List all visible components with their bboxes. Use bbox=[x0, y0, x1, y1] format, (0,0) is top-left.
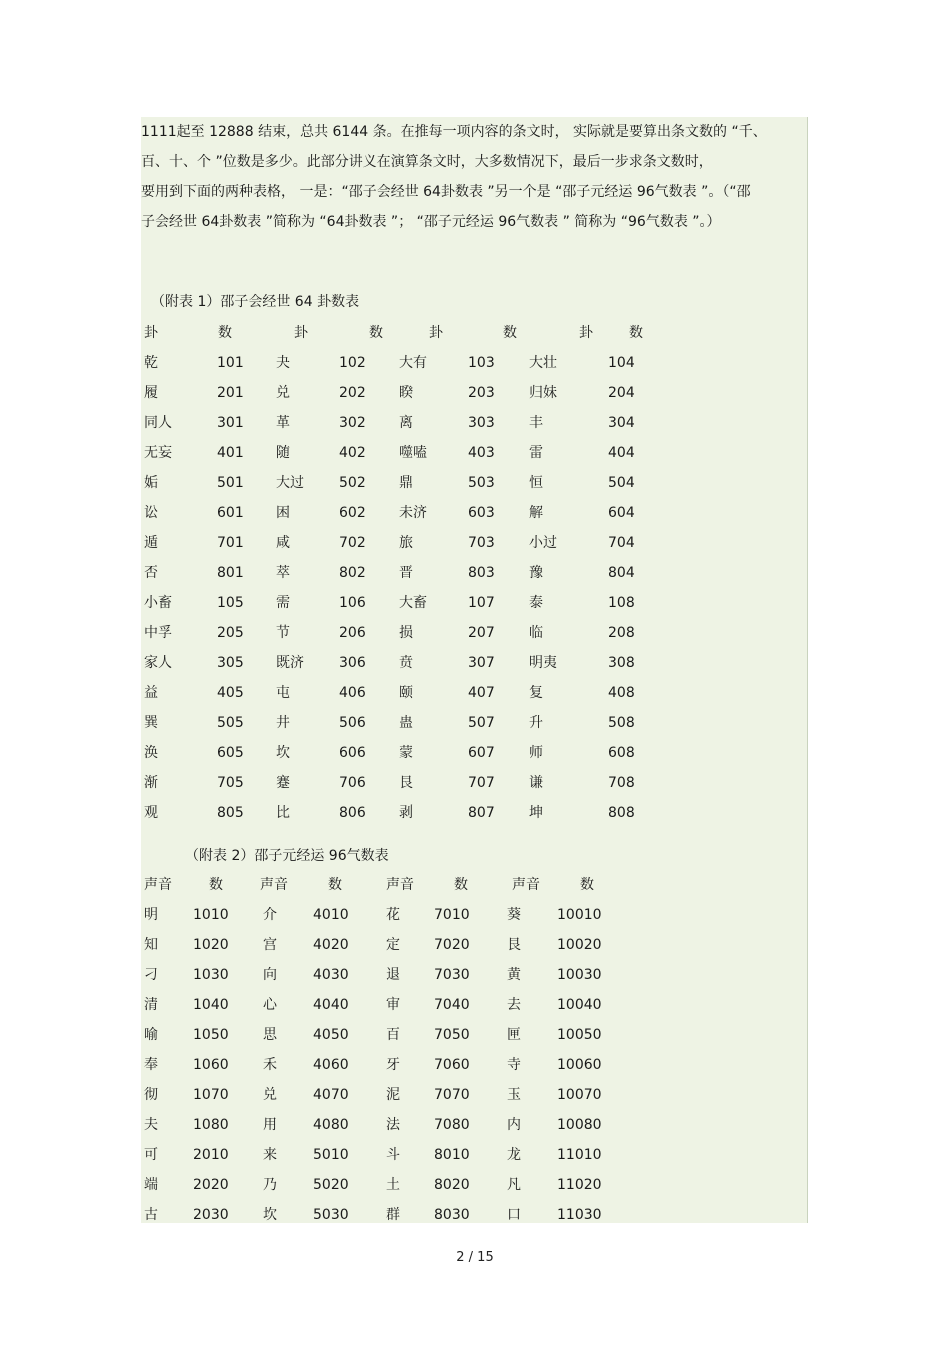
name-cell: 定 bbox=[386, 937, 400, 953]
name-cell: 法 bbox=[386, 1117, 400, 1133]
number-cell: 2010 bbox=[193, 1147, 229, 1163]
number-cell: 801 bbox=[217, 565, 244, 581]
number-cell: 4080 bbox=[313, 1117, 349, 1133]
table-row bbox=[141, 528, 807, 558]
name-cell: 端 bbox=[144, 1177, 158, 1193]
name-cell: 讼 bbox=[144, 505, 158, 521]
table-row bbox=[141, 990, 807, 1020]
name-cell: 退 bbox=[386, 967, 400, 983]
name-cell: 既济 bbox=[276, 655, 304, 671]
number-cell: 8020 bbox=[434, 1177, 470, 1193]
number-cell: 11020 bbox=[557, 1177, 602, 1193]
number-cell: 1020 bbox=[193, 937, 229, 953]
name-cell: 益 bbox=[144, 685, 158, 701]
number-cell: 702 bbox=[339, 535, 366, 551]
table2-caption: （附表 2）邵子元经运 96气数表 bbox=[185, 848, 389, 864]
number-cell: 102 bbox=[339, 355, 366, 371]
intro-line: 子会经世 64卦数表 ”简称为 “64卦数表 ”； “邵子元经运 96气数表 ” 简称为 “96气数表 ”。） bbox=[141, 214, 721, 230]
header-cell: 声音 bbox=[512, 877, 540, 893]
table-row bbox=[141, 468, 807, 498]
name-cell: 小畜 bbox=[144, 595, 172, 611]
name-cell: 否 bbox=[144, 565, 158, 581]
number-cell: 604 bbox=[608, 505, 635, 521]
intro-line: 百、十、个 ”位数是多少。此部分讲义在演算条文时，大多数情况下，最后一步求条文数时， bbox=[141, 154, 713, 170]
name-cell: 百 bbox=[386, 1027, 400, 1043]
name-cell: 花 bbox=[386, 907, 400, 923]
name-cell: 蹇 bbox=[276, 775, 290, 791]
number-cell: 404 bbox=[608, 445, 635, 461]
number-cell: 1010 bbox=[193, 907, 229, 923]
name-cell: 龙 bbox=[507, 1147, 521, 1163]
name-cell: 兑 bbox=[263, 1087, 277, 1103]
table-row bbox=[141, 588, 807, 618]
header-cell: 声音 bbox=[260, 877, 288, 893]
number-cell: 108 bbox=[608, 595, 635, 611]
number-cell: 608 bbox=[608, 745, 635, 761]
number-cell: 10010 bbox=[557, 907, 602, 923]
table1-caption: （附表 1）邵子会经世 64 卦数表 bbox=[151, 294, 360, 310]
name-cell: 明夷 bbox=[529, 655, 557, 671]
number-cell: 106 bbox=[339, 595, 366, 611]
table-row bbox=[141, 1050, 807, 1080]
name-cell: 寺 bbox=[507, 1057, 521, 1073]
number-cell: 10020 bbox=[557, 937, 602, 953]
number-cell: 11030 bbox=[557, 1207, 602, 1223]
number-cell: 10040 bbox=[557, 997, 602, 1013]
document-content bbox=[141, 117, 808, 1223]
name-cell: 喻 bbox=[144, 1027, 158, 1043]
name-cell: 大过 bbox=[276, 475, 304, 491]
number-cell: 402 bbox=[339, 445, 366, 461]
name-cell: 审 bbox=[386, 997, 400, 1013]
name-cell: 可 bbox=[144, 1147, 158, 1163]
number-cell: 7040 bbox=[434, 997, 470, 1013]
number-cell: 807 bbox=[468, 805, 495, 821]
header-cell: 数 bbox=[209, 877, 223, 893]
header-cell: 数 bbox=[328, 877, 342, 893]
table-row bbox=[141, 1080, 807, 1110]
name-cell: 谦 bbox=[529, 775, 543, 791]
number-cell: 204 bbox=[608, 385, 635, 401]
number-cell: 303 bbox=[468, 415, 495, 431]
name-cell: 晋 bbox=[399, 565, 413, 581]
name-cell: 井 bbox=[276, 715, 290, 731]
number-cell: 201 bbox=[217, 385, 244, 401]
number-cell: 505 bbox=[217, 715, 244, 731]
name-cell: 姤 bbox=[144, 475, 158, 491]
number-cell: 7080 bbox=[434, 1117, 470, 1133]
table-row bbox=[141, 1140, 807, 1170]
name-cell: 坎 bbox=[263, 1207, 277, 1223]
name-cell: 乾 bbox=[144, 355, 158, 371]
number-cell: 1070 bbox=[193, 1087, 229, 1103]
name-cell: 观 bbox=[144, 805, 158, 821]
number-cell: 10070 bbox=[557, 1087, 602, 1103]
number-cell: 104 bbox=[608, 355, 635, 371]
table-row bbox=[141, 900, 807, 930]
number-cell: 601 bbox=[217, 505, 244, 521]
number-cell: 508 bbox=[608, 715, 635, 731]
name-cell: 巽 bbox=[144, 715, 158, 731]
name-cell: 黄 bbox=[507, 967, 521, 983]
number-cell: 501 bbox=[217, 475, 244, 491]
name-cell: 宫 bbox=[263, 937, 277, 953]
number-cell: 7030 bbox=[434, 967, 470, 983]
table-row bbox=[141, 1110, 807, 1140]
table-row bbox=[141, 408, 807, 438]
number-cell: 405 bbox=[217, 685, 244, 701]
name-cell: 比 bbox=[276, 805, 290, 821]
name-cell: 小过 bbox=[529, 535, 557, 551]
name-cell: 师 bbox=[529, 745, 543, 761]
number-cell: 103 bbox=[468, 355, 495, 371]
name-cell: 升 bbox=[529, 715, 543, 731]
number-cell: 7010 bbox=[434, 907, 470, 923]
number-cell: 503 bbox=[468, 475, 495, 491]
name-cell: 知 bbox=[144, 937, 158, 953]
intro-line: 要用到下面的两种表格， 一是：“邵子会经世 64卦数表 ”另一个是 “邵子元经运 96气数表 ”。（“邵 bbox=[141, 184, 751, 200]
number-cell: 403 bbox=[468, 445, 495, 461]
number-cell: 706 bbox=[339, 775, 366, 791]
name-cell: 介 bbox=[263, 907, 277, 923]
name-cell: 涣 bbox=[144, 745, 158, 761]
name-cell: 乃 bbox=[263, 1177, 277, 1193]
name-cell: 心 bbox=[263, 997, 277, 1013]
name-cell: 离 bbox=[399, 415, 413, 431]
header-cell: 数 bbox=[580, 877, 594, 893]
number-cell: 302 bbox=[339, 415, 366, 431]
name-cell: 蛊 bbox=[399, 715, 413, 731]
number-cell: 304 bbox=[608, 415, 635, 431]
number-cell: 107 bbox=[468, 595, 495, 611]
number-cell: 5030 bbox=[313, 1207, 349, 1223]
number-cell: 603 bbox=[468, 505, 495, 521]
table-header-row bbox=[141, 870, 807, 900]
number-cell: 101 bbox=[217, 355, 244, 371]
number-cell: 1060 bbox=[193, 1057, 229, 1073]
name-cell: 咸 bbox=[276, 535, 290, 551]
name-cell: 贲 bbox=[399, 655, 413, 671]
name-cell: 群 bbox=[386, 1207, 400, 1223]
name-cell: 泥 bbox=[386, 1087, 400, 1103]
table-row bbox=[141, 348, 807, 378]
table-header-row bbox=[141, 318, 807, 348]
number-cell: 707 bbox=[468, 775, 495, 791]
number-cell: 8010 bbox=[434, 1147, 470, 1163]
name-cell: 去 bbox=[507, 997, 521, 1013]
number-cell: 406 bbox=[339, 685, 366, 701]
header-cell: 卦 bbox=[144, 325, 158, 341]
name-cell: 渐 bbox=[144, 775, 158, 791]
page-number: 2 / 15 bbox=[456, 1250, 494, 1265]
name-cell: 明 bbox=[144, 907, 158, 923]
table-row bbox=[141, 960, 807, 990]
number-cell: 11010 bbox=[557, 1147, 602, 1163]
name-cell: 葵 bbox=[507, 907, 521, 923]
number-cell: 704 bbox=[608, 535, 635, 551]
number-cell: 5020 bbox=[313, 1177, 349, 1193]
name-cell: 遁 bbox=[144, 535, 158, 551]
name-cell: 坎 bbox=[276, 745, 290, 761]
name-cell: 恒 bbox=[529, 475, 543, 491]
table-row bbox=[141, 768, 807, 798]
number-cell: 805 bbox=[217, 805, 244, 821]
number-cell: 803 bbox=[468, 565, 495, 581]
name-cell: 奉 bbox=[144, 1057, 158, 1073]
name-cell: 节 bbox=[276, 625, 290, 641]
name-cell: 禾 bbox=[263, 1057, 277, 1073]
name-cell: 斗 bbox=[386, 1147, 400, 1163]
name-cell: 刁 bbox=[144, 967, 158, 983]
number-cell: 4050 bbox=[313, 1027, 349, 1043]
name-cell: 兑 bbox=[276, 385, 290, 401]
header-cell: 卦 bbox=[294, 325, 308, 341]
number-cell: 10080 bbox=[557, 1117, 602, 1133]
name-cell: 艮 bbox=[507, 937, 521, 953]
name-cell: 大有 bbox=[399, 355, 427, 371]
table-row bbox=[141, 930, 807, 960]
name-cell: 清 bbox=[144, 997, 158, 1013]
number-cell: 506 bbox=[339, 715, 366, 731]
name-cell: 家人 bbox=[144, 655, 172, 671]
name-cell: 履 bbox=[144, 385, 158, 401]
number-cell: 401 bbox=[217, 445, 244, 461]
number-cell: 7060 bbox=[434, 1057, 470, 1073]
number-cell: 4070 bbox=[313, 1087, 349, 1103]
number-cell: 202 bbox=[339, 385, 366, 401]
number-cell: 808 bbox=[608, 805, 635, 821]
name-cell: 思 bbox=[263, 1027, 277, 1043]
number-cell: 4030 bbox=[313, 967, 349, 983]
name-cell: 旅 bbox=[399, 535, 413, 551]
name-cell: 革 bbox=[276, 415, 290, 431]
name-cell: 玉 bbox=[507, 1087, 521, 1103]
number-cell: 502 bbox=[339, 475, 366, 491]
header-cell: 声音 bbox=[144, 877, 172, 893]
number-cell: 806 bbox=[339, 805, 366, 821]
number-cell: 1050 bbox=[193, 1027, 229, 1043]
name-cell: 随 bbox=[276, 445, 290, 461]
number-cell: 602 bbox=[339, 505, 366, 521]
number-cell: 10050 bbox=[557, 1027, 602, 1043]
header-cell: 声音 bbox=[386, 877, 414, 893]
name-cell: 同人 bbox=[144, 415, 172, 431]
number-cell: 607 bbox=[468, 745, 495, 761]
header-cell: 数 bbox=[369, 325, 383, 341]
name-cell: 雷 bbox=[529, 445, 543, 461]
name-cell: 大壮 bbox=[529, 355, 557, 371]
number-cell: 507 bbox=[468, 715, 495, 731]
name-cell: 来 bbox=[263, 1147, 277, 1163]
header-cell: 数 bbox=[503, 325, 517, 341]
name-cell: 土 bbox=[386, 1177, 400, 1193]
name-cell: 归妹 bbox=[529, 385, 557, 401]
number-cell: 7070 bbox=[434, 1087, 470, 1103]
number-cell: 407 bbox=[468, 685, 495, 701]
name-cell: 凡 bbox=[507, 1177, 521, 1193]
header-cell: 数 bbox=[218, 325, 232, 341]
header-cell: 卦 bbox=[579, 325, 593, 341]
name-cell: 需 bbox=[276, 595, 290, 611]
number-cell: 1040 bbox=[193, 997, 229, 1013]
number-cell: 2020 bbox=[193, 1177, 229, 1193]
number-cell: 804 bbox=[608, 565, 635, 581]
name-cell: 向 bbox=[263, 967, 277, 983]
name-cell: 豫 bbox=[529, 565, 543, 581]
number-cell: 605 bbox=[217, 745, 244, 761]
number-cell: 308 bbox=[608, 655, 635, 671]
name-cell: 未济 bbox=[399, 505, 427, 521]
name-cell: 屯 bbox=[276, 685, 290, 701]
table-row bbox=[141, 498, 807, 528]
number-cell: 703 bbox=[468, 535, 495, 551]
number-cell: 10060 bbox=[557, 1057, 602, 1073]
number-cell: 7050 bbox=[434, 1027, 470, 1043]
name-cell: 艮 bbox=[399, 775, 413, 791]
name-cell: 复 bbox=[529, 685, 543, 701]
number-cell: 504 bbox=[608, 475, 635, 491]
number-cell: 4010 bbox=[313, 907, 349, 923]
number-cell: 2030 bbox=[193, 1207, 229, 1223]
table-row bbox=[141, 1020, 807, 1050]
header-cell: 数 bbox=[629, 325, 643, 341]
number-cell: 307 bbox=[468, 655, 495, 671]
number-cell: 10030 bbox=[557, 967, 602, 983]
table-row bbox=[141, 1200, 807, 1230]
name-cell: 临 bbox=[529, 625, 543, 641]
header-cell: 卦 bbox=[429, 325, 443, 341]
number-cell: 301 bbox=[217, 415, 244, 431]
number-cell: 203 bbox=[468, 385, 495, 401]
name-cell: 鼎 bbox=[399, 475, 413, 491]
name-cell: 古 bbox=[144, 1207, 158, 1223]
number-cell: 606 bbox=[339, 745, 366, 761]
name-cell: 用 bbox=[263, 1117, 277, 1133]
table-row bbox=[141, 678, 807, 708]
name-cell: 无妄 bbox=[144, 445, 172, 461]
name-cell: 口 bbox=[507, 1207, 521, 1223]
number-cell: 4060 bbox=[313, 1057, 349, 1073]
number-cell: 1080 bbox=[193, 1117, 229, 1133]
number-cell: 208 bbox=[608, 625, 635, 641]
name-cell: 夬 bbox=[276, 355, 290, 371]
name-cell: 困 bbox=[276, 505, 290, 521]
name-cell: 内 bbox=[507, 1117, 521, 1133]
name-cell: 泰 bbox=[529, 595, 543, 611]
number-cell: 4020 bbox=[313, 937, 349, 953]
table-row bbox=[141, 798, 807, 828]
table-row bbox=[141, 618, 807, 648]
number-cell: 7020 bbox=[434, 937, 470, 953]
number-cell: 206 bbox=[339, 625, 366, 641]
table-row bbox=[141, 738, 807, 768]
table-row bbox=[141, 558, 807, 588]
number-cell: 1030 bbox=[193, 967, 229, 983]
number-cell: 705 bbox=[217, 775, 244, 791]
name-cell: 噬嗑 bbox=[399, 445, 427, 461]
number-cell: 207 bbox=[468, 625, 495, 641]
name-cell: 坤 bbox=[529, 805, 543, 821]
table-row bbox=[141, 708, 807, 738]
name-cell: 剥 bbox=[399, 805, 413, 821]
number-cell: 701 bbox=[217, 535, 244, 551]
number-cell: 205 bbox=[217, 625, 244, 641]
number-cell: 8030 bbox=[434, 1207, 470, 1223]
name-cell: 彻 bbox=[144, 1087, 158, 1103]
name-cell: 牙 bbox=[386, 1057, 400, 1073]
name-cell: 蒙 bbox=[399, 745, 413, 761]
number-cell: 5010 bbox=[313, 1147, 349, 1163]
number-cell: 306 bbox=[339, 655, 366, 671]
number-cell: 408 bbox=[608, 685, 635, 701]
name-cell: 丰 bbox=[529, 415, 543, 431]
name-cell: 萃 bbox=[276, 565, 290, 581]
name-cell: 解 bbox=[529, 505, 543, 521]
name-cell: 夫 bbox=[144, 1117, 158, 1133]
number-cell: 802 bbox=[339, 565, 366, 581]
name-cell: 睽 bbox=[399, 385, 413, 401]
number-cell: 4040 bbox=[313, 997, 349, 1013]
table-row bbox=[141, 1170, 807, 1200]
name-cell: 中孚 bbox=[144, 625, 172, 641]
number-cell: 708 bbox=[608, 775, 635, 791]
table-row bbox=[141, 648, 807, 678]
name-cell: 匣 bbox=[507, 1027, 521, 1043]
name-cell: 大畜 bbox=[399, 595, 427, 611]
table-row bbox=[141, 378, 807, 408]
intro-line: 1111起至 12888 结束，总共 6144 条。在推每一项内容的条文时， 实际就是要算出条文数的 “千、 bbox=[141, 124, 767, 140]
name-cell: 颐 bbox=[399, 685, 413, 701]
header-cell: 数 bbox=[454, 877, 468, 893]
table-row bbox=[141, 438, 807, 468]
name-cell: 损 bbox=[399, 625, 413, 641]
number-cell: 305 bbox=[217, 655, 244, 671]
number-cell: 105 bbox=[217, 595, 244, 611]
